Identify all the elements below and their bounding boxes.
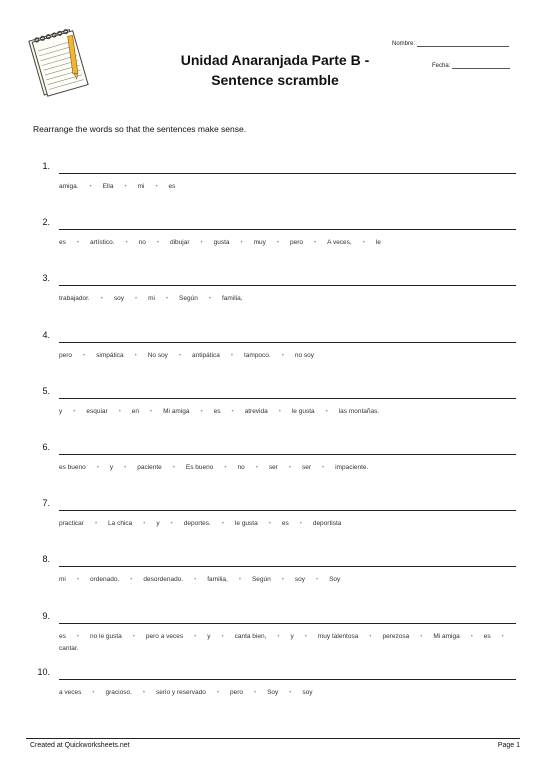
scrambled-word: dibujar <box>170 239 190 247</box>
scrambled-word: no soy <box>294 351 314 359</box>
word-separator: • <box>314 240 317 247</box>
word-separator: • <box>100 296 103 303</box>
word-bank <box>59 237 519 249</box>
answer-line[interactable] <box>59 679 516 680</box>
name-line <box>417 40 509 47</box>
scrambled-word: soy <box>113 295 124 303</box>
word-separator: • <box>200 240 203 247</box>
answer-line[interactable] <box>59 510 516 511</box>
word-separator: • <box>325 408 328 415</box>
scrambled-word: gracioso. <box>105 688 132 696</box>
word-separator: • <box>299 521 302 528</box>
scrambled-word: en <box>131 407 140 415</box>
question-item <box>0 667 548 717</box>
word-separator: • <box>281 577 284 584</box>
scrambled-word: es <box>59 632 66 640</box>
question-item <box>0 386 548 436</box>
scrambled-word: es <box>168 183 176 190</box>
word-separator: • <box>369 633 372 640</box>
word-separator: • <box>150 408 153 415</box>
scrambled-word: y <box>207 632 211 640</box>
answer-line[interactable] <box>59 398 516 399</box>
title-line-2: Sentence scramble <box>211 72 339 88</box>
question-item <box>0 330 548 380</box>
page-title <box>140 50 410 90</box>
word-bank <box>59 181 519 193</box>
question-item <box>0 554 548 604</box>
scrambled-word: Soy <box>267 688 279 696</box>
scrambled-word: mi <box>59 576 66 584</box>
footer-divider <box>26 738 520 739</box>
word-separator: • <box>118 408 121 415</box>
scrambled-word: gusta <box>213 239 230 247</box>
scrambled-word: simpática <box>96 351 124 359</box>
word-separator: • <box>73 408 76 415</box>
word-separator: • <box>268 521 271 528</box>
scrambled-word: y <box>109 464 114 471</box>
question-item <box>0 161 548 211</box>
word-separator: • <box>231 408 234 415</box>
scrambled-word: es <box>59 239 66 247</box>
scrambled-word: familia, <box>221 295 243 303</box>
answer-line[interactable] <box>59 342 516 343</box>
word-bank <box>59 293 519 305</box>
word-bank <box>59 631 519 655</box>
scrambled-word: le gusta <box>234 520 258 528</box>
word-bank <box>59 574 519 586</box>
word-separator: • <box>288 465 291 471</box>
scrambled-word: serio y reservado <box>156 688 206 696</box>
word-separator: • <box>89 184 92 190</box>
answer-line[interactable] <box>59 623 516 624</box>
word-separator: • <box>134 296 138 303</box>
word-separator: • <box>76 633 79 640</box>
scrambled-word: artístico. <box>89 239 115 247</box>
word-separator: • <box>178 352 182 359</box>
scrambled-word: muy talentosa <box>317 632 359 640</box>
scrambled-word: pero <box>290 239 304 247</box>
word-separator: • <box>124 465 127 471</box>
word-separator: • <box>277 633 280 640</box>
word-separator: • <box>322 465 325 471</box>
scrambled-word: impaciente. <box>335 464 369 471</box>
notepad-icon <box>26 26 90 100</box>
question-item <box>0 273 548 323</box>
date-line <box>452 62 510 69</box>
scrambled-word: mi <box>137 183 145 190</box>
word-separator: • <box>304 633 307 640</box>
date-field[interactable] <box>432 62 510 69</box>
instructions: Rearrange the words so that the sentences make sense. <box>33 124 247 134</box>
scrambled-word: ser <box>268 464 278 471</box>
word-separator: • <box>276 240 280 247</box>
scrambled-word: las montañas. <box>338 407 380 415</box>
word-separator: • <box>240 240 243 247</box>
word-bank <box>59 350 519 362</box>
word-separator: • <box>194 577 197 584</box>
title-line-1: Unidad Anaranjada Parte B - <box>180 52 370 68</box>
word-separator: • <box>253 689 257 696</box>
question-number: 5. <box>42 385 50 396</box>
question-item <box>0 498 548 548</box>
scrambled-word: tampoco. <box>243 351 271 359</box>
name-label: Nombre: <box>392 41 416 47</box>
scrambled-word: Mi amiga <box>163 407 190 415</box>
scrambled-word: paciente <box>137 464 162 471</box>
scrambled-word: es <box>281 520 289 528</box>
scrambled-word: Ella <box>102 183 114 190</box>
word-separator: • <box>315 577 319 584</box>
scrambled-word: atrevida <box>244 407 268 415</box>
scrambled-word: y <box>59 407 63 415</box>
word-separator: • <box>255 465 258 471</box>
scrambled-word: deportista <box>312 520 342 528</box>
word-separator: • <box>155 184 158 190</box>
question-item <box>0 217 548 267</box>
scrambled-word: perezosa <box>382 632 410 640</box>
scrambled-word: Según <box>251 576 271 584</box>
word-separator: • <box>156 240 159 247</box>
word-separator: • <box>96 465 99 471</box>
scrambled-word: Es bueno <box>185 464 214 471</box>
scrambled-word: La chica <box>108 520 133 528</box>
date-label: Fecha: <box>432 63 451 69</box>
name-field[interactable] <box>392 40 509 47</box>
scrambled-word: no le gusta <box>89 632 122 640</box>
scrambled-word: desordenado. <box>143 576 184 584</box>
word-separator: • <box>221 633 224 640</box>
word-separator: • <box>200 408 203 415</box>
scrambled-word: Mi amiga <box>433 632 460 640</box>
scrambled-word: soy <box>302 688 313 696</box>
word-separator: • <box>221 521 224 528</box>
question-number: 8. <box>42 554 50 565</box>
word-separator: • <box>94 521 98 528</box>
scrambled-word: Soy <box>329 576 341 584</box>
scrambled-word: no <box>138 239 146 247</box>
question-number: 10. <box>37 666 50 677</box>
word-separator: • <box>134 352 137 359</box>
scrambled-word: a veces <box>59 688 82 696</box>
scrambled-word: pero a veces <box>145 632 184 640</box>
answer-line[interactable] <box>59 229 516 230</box>
scrambled-word: soy <box>294 576 305 584</box>
question-number: 9. <box>42 610 50 621</box>
word-separator: • <box>470 633 473 640</box>
word-separator: • <box>208 296 211 303</box>
scrambled-word: esquiar <box>86 407 108 415</box>
word-separator: • <box>420 633 423 640</box>
word-separator: • <box>281 352 284 359</box>
question-number: 1. <box>42 161 50 171</box>
answer-line[interactable] <box>59 173 516 174</box>
word-separator: • <box>76 240 79 247</box>
scrambled-word: mi <box>148 295 155 303</box>
word-separator: • <box>230 352 233 359</box>
scrambled-word: y <box>290 632 294 640</box>
question-number: 2. <box>42 217 50 228</box>
scrambled-word: ser <box>301 464 311 471</box>
scrambled-word: amiga. <box>59 183 79 190</box>
word-separator: • <box>92 689 95 696</box>
word-separator: • <box>289 689 292 696</box>
word-separator: • <box>172 465 175 471</box>
word-separator: • <box>238 577 241 584</box>
word-separator: • <box>76 577 79 584</box>
word-separator: • <box>143 521 146 528</box>
word-bank <box>59 462 519 474</box>
scrambled-word: es <box>213 407 221 415</box>
scrambled-word: canta bien, <box>234 632 267 640</box>
scrambled-word: le <box>375 239 381 247</box>
word-separator: • <box>278 408 281 415</box>
word-separator: • <box>132 633 135 640</box>
question-item <box>0 442 548 492</box>
scrambled-word: Según <box>179 295 198 303</box>
question-number: 6. <box>42 442 50 452</box>
word-separator: • <box>125 240 128 247</box>
scrambled-word: le gusta <box>291 407 315 415</box>
scrambled-word: A veces, <box>327 239 352 247</box>
scrambled-word: pero <box>59 351 73 359</box>
scrambled-word: y <box>156 520 160 528</box>
scrambled-word: no <box>237 464 245 471</box>
scrambled-word: trabajador. <box>59 295 90 303</box>
scrambled-word: cantar. <box>59 644 79 652</box>
word-separator: • <box>224 465 227 471</box>
scrambled-word: es bueno <box>59 464 86 471</box>
answer-line[interactable] <box>59 566 516 567</box>
word-separator: • <box>165 296 169 303</box>
scrambled-word: muy <box>253 239 266 247</box>
word-separator: • <box>124 184 127 190</box>
question-number: 7. <box>42 498 50 509</box>
scrambled-word: deportes. <box>183 520 211 528</box>
word-separator: • <box>362 240 365 247</box>
word-separator: • <box>142 689 145 696</box>
word-separator: • <box>130 577 133 584</box>
word-separator: • <box>501 633 504 640</box>
scrambled-word: practicar <box>59 520 84 528</box>
word-bank <box>59 518 519 530</box>
footer-credit: Created at Quickworksheets.net <box>30 742 130 749</box>
word-separator: • <box>194 633 197 640</box>
page-number: Page 1 <box>497 742 520 749</box>
scrambled-word: es <box>483 632 491 640</box>
question-item <box>0 611 548 661</box>
word-separator: • <box>216 689 219 696</box>
scrambled-word: ordenado. <box>89 576 120 584</box>
question-number: 3. <box>42 273 50 284</box>
answer-line[interactable] <box>59 285 516 286</box>
scrambled-word: pero <box>229 688 243 696</box>
answer-line[interactable] <box>59 454 516 455</box>
word-separator: • <box>170 521 173 528</box>
word-separator: • <box>83 352 86 359</box>
scrambled-word: antipática <box>192 351 220 359</box>
question-number: 4. <box>42 329 50 340</box>
scrambled-word: No soy <box>147 351 168 359</box>
word-bank <box>59 406 519 418</box>
word-bank <box>59 687 519 699</box>
scrambled-word: familia, <box>207 576 228 584</box>
